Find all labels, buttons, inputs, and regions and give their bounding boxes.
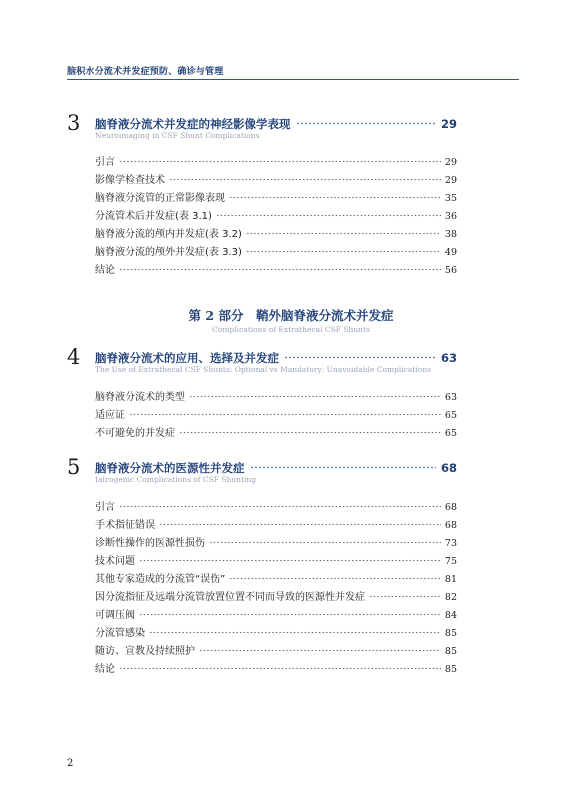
- entry-title: 因分流指征及远端分流管放置位置不同而导致的医源性并发症: [95, 592, 365, 603]
- running-header: 脑积水分流术并发症预防、确诊与管理: [67, 67, 224, 77]
- toc-entry[interactable]: [95, 588, 457, 603]
- chapter-subtitle: Iatrogenic Complications of CSF Shunting: [95, 475, 257, 484]
- entry-page: 84: [444, 610, 457, 621]
- entry-page: 85: [444, 628, 457, 639]
- chapter-title: 脑脊液分流术的应用、选择及并发症: [95, 351, 279, 365]
- part-subtitle: Complications of Extrathecal CSF Shunts: [212, 325, 370, 334]
- leader-dots: [149, 629, 441, 635]
- chapter-title: 脑脊液分流术并发症的神经影像学表现: [95, 117, 291, 131]
- entry-title: 分流管术后并发症(表 3.1): [95, 211, 212, 222]
- leader-dots: [250, 463, 436, 471]
- toc-entry[interactable]: [95, 624, 457, 639]
- header-rule: [67, 79, 519, 80]
- toc-entry[interactable]: [95, 189, 457, 204]
- entry-page: 36: [444, 211, 457, 222]
- entry-title: 手术指征错误: [95, 520, 155, 531]
- leader-dots: [129, 411, 441, 417]
- leader-dots: [229, 194, 441, 200]
- toc-entry[interactable]: [95, 498, 457, 513]
- leader-dots: [119, 266, 441, 272]
- entry-page: 68: [444, 520, 457, 531]
- entry-page: 75: [444, 556, 457, 567]
- entry-page: 35: [444, 193, 457, 204]
- leader-dots: [119, 158, 441, 164]
- entry-title: 其他专家造成的分流管“误伤”: [95, 574, 226, 585]
- page-number: 2: [67, 758, 74, 769]
- part-title: 第 2 部分 鞘外脑脊液分流术并发症: [188, 308, 394, 323]
- entry-title: 脑脊液分流的颅外并发症(表 3.3): [95, 247, 242, 258]
- chapter-number: 4: [67, 345, 81, 369]
- chapter-heading[interactable]: [67, 455, 457, 484]
- entry-page: 38: [444, 229, 457, 240]
- leader-dots: [139, 611, 441, 617]
- toc-entry[interactable]: [95, 552, 457, 567]
- leader-dots: [179, 429, 441, 435]
- entry-page: 81: [444, 574, 457, 585]
- chapter-number: 3: [67, 111, 81, 135]
- entry-page: 56: [444, 265, 457, 276]
- entry-title: 可调压阀: [95, 610, 135, 621]
- chapter-heading[interactable]: [67, 111, 457, 140]
- toc-entry[interactable]: [95, 660, 457, 675]
- toc-entry[interactable]: [95, 606, 457, 621]
- toc-entry[interactable]: [95, 570, 457, 585]
- entry-page: 82: [444, 592, 457, 603]
- entry-page: 73: [444, 538, 457, 549]
- leader-dots: [119, 503, 441, 509]
- entry-title: 结论: [95, 265, 115, 276]
- entry-title: 诊断性操作的医源性损伤: [95, 538, 205, 549]
- leader-dots: [159, 521, 441, 527]
- leader-dots: [216, 212, 441, 218]
- leader-dots: [169, 176, 441, 182]
- entry-title: 技术问题: [95, 556, 135, 567]
- entry-title: 分流管感染: [95, 628, 145, 639]
- entry-page: 49: [444, 247, 457, 258]
- leader-dots: [199, 647, 441, 653]
- entry-title: 适应证: [95, 410, 125, 421]
- chapter-5: [67, 455, 457, 675]
- entry-title: 脑脊液分流术的类型: [95, 392, 185, 403]
- entry-page: 65: [444, 428, 457, 439]
- entry-page: 65: [444, 410, 457, 421]
- leader-dots: [189, 393, 441, 399]
- toc-entry[interactable]: [95, 516, 457, 531]
- chapter-3: [67, 111, 457, 276]
- entry-title: 引言: [95, 157, 115, 168]
- entry-title: 引言: [95, 502, 115, 513]
- toc-entry[interactable]: [95, 153, 457, 168]
- entry-page: 29: [444, 157, 457, 168]
- toc-entry[interactable]: [95, 534, 457, 549]
- toc-entry[interactable]: [95, 225, 457, 240]
- entry-title: 脑脊液分流管的正常影像表现: [95, 193, 225, 204]
- chapter-subtitle: Neuroimaging in CSF Shunt Complications: [95, 131, 260, 140]
- entry-title: 结论: [95, 664, 115, 675]
- toc-entry[interactable]: [95, 406, 457, 421]
- leader-dots: [369, 593, 441, 599]
- leader-dots: [229, 575, 441, 581]
- chapter-subtitle: The Use of Extrathecal CSF Shunts: Optional vs Mandatory; Unavoidable Complications: [95, 365, 431, 374]
- entry-page: 63: [444, 392, 457, 403]
- toc-entry[interactable]: [95, 642, 457, 657]
- entry-title: 随访、宣教及持续照护: [95, 646, 195, 657]
- chapter-number: 5: [67, 455, 81, 479]
- entry-page: 85: [444, 646, 457, 657]
- toc-entry[interactable]: [95, 388, 457, 403]
- entry-page: 29: [444, 175, 457, 186]
- leader-dots: [246, 248, 441, 254]
- leader-dots: [119, 665, 441, 671]
- entry-title: 不可避免的并发症: [95, 428, 175, 439]
- leader-dots: [139, 557, 441, 563]
- entry-page: 68: [444, 502, 457, 513]
- chapter-title: 脑脊液分流术的医源性并发症: [95, 461, 245, 475]
- entry-page: 85: [444, 664, 457, 675]
- toc-entry[interactable]: [95, 207, 457, 222]
- entry-title: 影像学检查技术: [95, 175, 165, 186]
- leader-dots: [246, 230, 441, 236]
- leader-dots: [296, 119, 436, 127]
- chapter-page: 68: [440, 461, 457, 475]
- chapter-heading[interactable]: [67, 345, 457, 374]
- entry-title: 脑脊液分流的颅内并发症(表 3.2): [95, 229, 242, 240]
- chapter-page: 29: [440, 117, 457, 131]
- toc-entry[interactable]: [95, 171, 457, 186]
- toc-entry[interactable]: [95, 243, 457, 258]
- leader-dots: [209, 539, 441, 545]
- toc-entry[interactable]: [95, 424, 457, 439]
- toc-entry[interactable]: [95, 261, 457, 276]
- chapter-page: 63: [440, 351, 457, 365]
- leader-dots: [284, 353, 436, 361]
- chapter-4: [67, 345, 457, 439]
